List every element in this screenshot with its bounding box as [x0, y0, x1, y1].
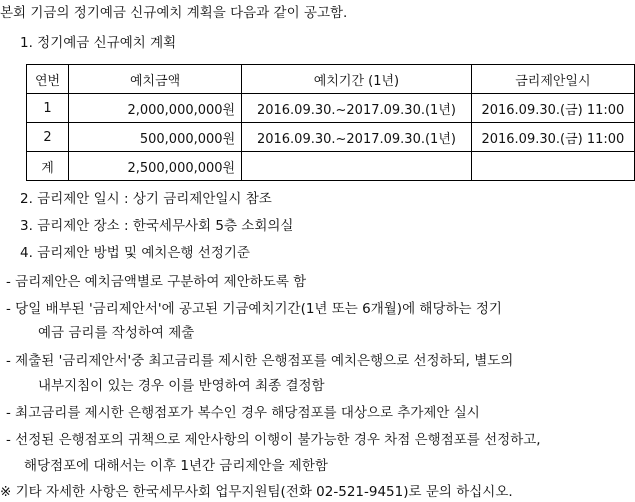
table-row	[27, 123, 635, 152]
cell-total-amount: 2,500,000,000원	[69, 152, 242, 181]
cell-period: 2016.09.30.~2017.09.30.(1년)	[242, 94, 472, 123]
table-total-row	[27, 152, 635, 181]
cell-date: 2016.09.30.(금) 11:00	[471, 94, 634, 123]
contact-note: ※ 기타 자세한 사항은 한국세무사회 업무지원팀(전화 02-521-9451)로 문의 하십시오.	[0, 484, 513, 500]
bullet-item: - 당일 배부된 '금리제안서'에 공고된 기금예치기간(1년 또는 6개월)에 해당하는 정기	[6, 301, 502, 317]
bullet-item: - 제출된 '금리제안서'중 최고금리를 제시한 은행점포를 예치은행으로 선정하되, 별도의	[6, 353, 514, 369]
cell-amount: 500,000,000원	[69, 123, 242, 152]
bullet-item: - 최고금리를 제시한 은행점포가 복수인 경우 해당점포를 대상으로 추가제안 실시	[6, 405, 480, 421]
bullet-item-continued: 내부지침이 있는 경우 이를 반영하여 최종 결정함	[38, 378, 325, 394]
header-no: 연번	[27, 65, 69, 94]
section-3-text: 3. 금리제안 장소 : 한국세무사회 5층 소회의실	[20, 218, 294, 234]
header-period: 예치기간 (1년)	[242, 65, 472, 94]
intro-text: 본회 기금의 정기예금 신규예치 계획을 다음과 같이 공고함.	[0, 5, 348, 21]
cell-period: 2016.09.30.~2017.09.30.(1년)	[242, 123, 472, 152]
cell-no: 1	[27, 94, 69, 123]
section-1-heading: 1. 정기예금 신규예치 계획	[20, 35, 177, 51]
bullet-item-continued: 해당점포에 대해서는 이후 1년간 금리제안을 제한함	[24, 458, 328, 474]
header-date: 금리제안일시	[471, 65, 634, 94]
cell-empty	[471, 152, 634, 181]
cell-date: 2016.09.30.(금) 11:00	[471, 123, 634, 152]
bullet-item: - 선정된 은행점포의 귀책으로 제안사항의 이행이 불가능한 경우 차점 은행점포를 선정하고,	[6, 432, 541, 448]
cell-amount: 2,000,000,000원	[69, 94, 242, 123]
section-4-heading: 4. 금리제안 방법 및 예치은행 선정기준	[20, 245, 250, 261]
bullet-item: - 금리제안은 예치금액별로 구분하여 제안하도록 함	[6, 274, 307, 290]
table-header-row	[27, 65, 635, 94]
section-2-text: 2. 금리제안 일시 : 상기 금리제안일시 참조	[20, 191, 272, 207]
cell-empty	[242, 152, 472, 181]
deposit-plan-table	[26, 64, 635, 181]
header-amount: 예치금액	[69, 65, 242, 94]
cell-no: 2	[27, 123, 69, 152]
cell-total-label: 계	[27, 152, 69, 181]
table-row	[27, 94, 635, 123]
bullet-item-continued: 예금 금리를 작성하여 제출	[38, 325, 195, 341]
